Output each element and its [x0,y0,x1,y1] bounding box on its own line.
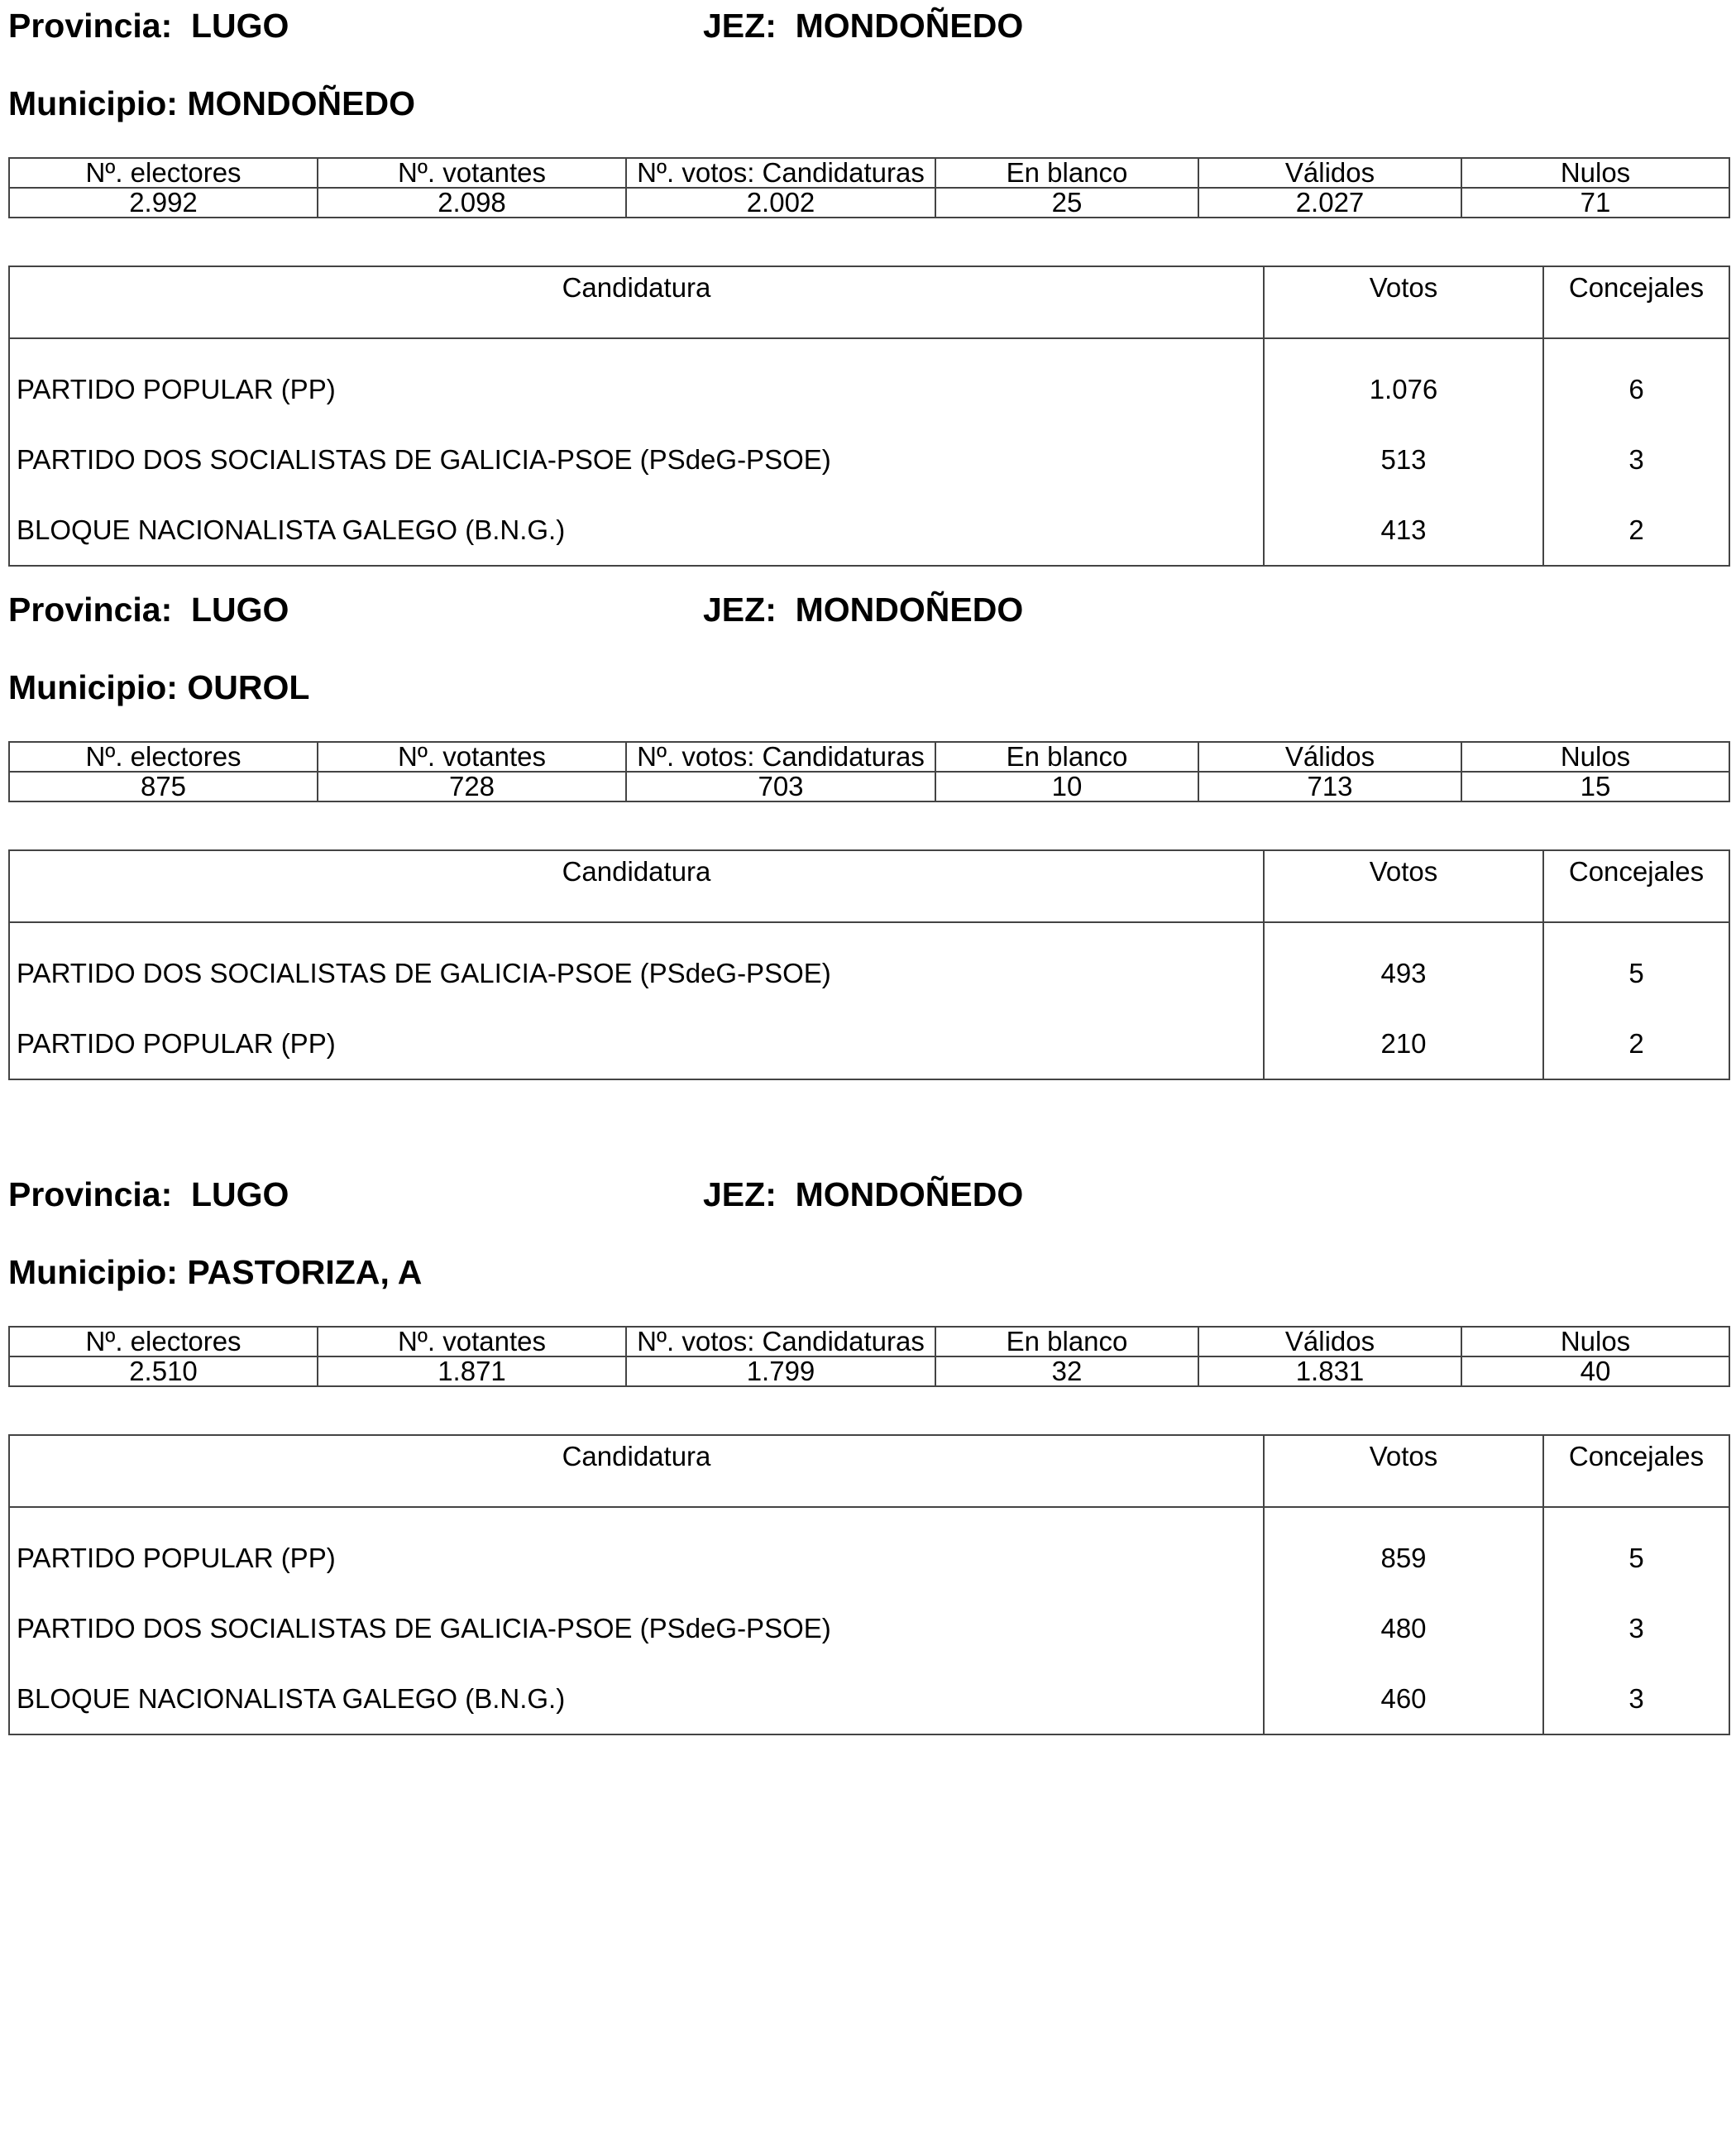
candidaturas-header-row [9,850,1729,922]
header-cell: Nº. votos: Candidaturas [626,742,935,772]
summary-header-row [9,742,1729,772]
header-cell: Candidatura [9,850,1264,922]
votes-value: 1.076 [1264,338,1543,424]
councillors-value: 3 [1543,1663,1729,1734]
party-name: PARTIDO DOS SOCIALISTAS DE GALICIA-PSOE (PSdeG-PSOE) [17,957,831,988]
candidatura-row [9,338,1729,424]
header-cell: Nº. votantes [318,1327,626,1356]
value-cell: 71 [1461,188,1729,218]
header-cell: Nº. votos: Candidaturas [626,1327,935,1356]
header-cell: Candidatura [9,266,1264,338]
votes-value: 480 [1264,1593,1543,1663]
candidatura-row [9,424,1729,495]
candidatura-row [9,1507,1729,1593]
summary-header-row [9,158,1729,188]
candidatura-row [9,495,1729,566]
header-cell: En blanco [935,1327,1198,1356]
summary-value-row [9,188,1729,218]
header-cell: Nulos [1461,742,1729,772]
header-cell: Nº. votos: Candidaturas [626,158,935,188]
candidaturas-table [8,266,1730,567]
councillors-value: 5 [1543,1507,1729,1593]
municipio-title: Municipio: PASTORIZA, A [8,1253,423,1291]
provincia-label: Provincia: LUGO [8,7,289,45]
party-name: PARTIDO DOS SOCIALISTAS DE GALICIA-PSOE (PSdeG-PSOE) [17,1612,831,1643]
candidaturas-table [8,849,1730,1080]
candidaturas-header-row [9,1435,1729,1507]
value-cell: 40 [1461,1356,1729,1386]
header-cell: Nº. electores [9,1327,318,1356]
header-cell: Nulos [1461,1327,1729,1356]
jez-label: JEZ: MONDOÑEDO [703,7,1024,45]
value-cell: 875 [9,772,318,801]
votes-value: 513 [1264,424,1543,495]
value-cell: 32 [935,1356,1198,1386]
value-cell: 703 [626,772,935,801]
party-name: PARTIDO POPULAR (PP) [17,1542,336,1573]
header-cell: En blanco [935,158,1198,188]
summary-table [8,741,1730,802]
summary-table [8,157,1730,218]
votes-value: 493 [1264,922,1543,1008]
value-cell: 1.799 [626,1356,935,1386]
header-cell: Nº. votantes [318,158,626,188]
header-cell: Votos [1264,850,1543,922]
votes-value: 413 [1264,495,1543,566]
candidatura-row [9,1593,1729,1663]
value-cell: 25 [935,188,1198,218]
header-cell: Válidos [1198,158,1461,188]
value-cell: 2.002 [626,188,935,218]
value-cell: 2.098 [318,188,626,218]
header-cell: Nº. votantes [318,742,626,772]
councillors-value: 6 [1543,338,1729,424]
header-cell: Candidatura [9,1435,1264,1507]
councillors-value: 5 [1543,922,1729,1008]
votes-value: 859 [1264,1507,1543,1593]
candidatura-row [9,1008,1729,1079]
value-cell: 2.510 [9,1356,318,1386]
value-cell: 713 [1198,772,1461,801]
value-cell: 15 [1461,772,1729,801]
municipio-title: Municipio: MONDOÑEDO [8,84,415,122]
value-cell: 2.992 [9,188,318,218]
provincia-label: Provincia: LUGO [8,1175,289,1213]
municipio-title: Municipio: OUROL [8,668,310,706]
header-cell: Concejales [1543,850,1729,922]
provincia-label: Provincia: LUGO [8,591,289,629]
value-cell: 1.871 [318,1356,626,1386]
header-cell: En blanco [935,742,1198,772]
party-name: PARTIDO DOS SOCIALISTAS DE GALICIA-PSOE (PSdeG-PSOE) [17,443,831,475]
party-name: BLOQUE NACIONALISTA GALEGO (B.N.G.) [17,1682,566,1714]
party-name: PARTIDO POPULAR (PP) [17,1027,336,1059]
header-cell: Nulos [1461,158,1729,188]
value-cell: 728 [318,772,626,801]
summary-value-row [9,1356,1729,1386]
councillors-value: 2 [1543,495,1729,566]
candidatura-row [9,922,1729,1008]
header-cell: Válidos [1198,742,1461,772]
header-cell: Nº. electores [9,742,318,772]
header-cell: Concejales [1543,1435,1729,1507]
header-cell: Votos [1264,266,1543,338]
header-cell: Votos [1264,1435,1543,1507]
councillors-value: 2 [1543,1008,1729,1079]
jez-label: JEZ: MONDOÑEDO [703,591,1024,629]
summary-header-row [9,1327,1729,1356]
party-name: PARTIDO POPULAR (PP) [17,373,336,404]
value-cell: 2.027 [1198,188,1461,218]
votes-value: 210 [1264,1008,1543,1079]
candidaturas-header-row [9,266,1729,338]
votes-value: 460 [1264,1663,1543,1734]
header-cell: Válidos [1198,1327,1461,1356]
candidatura-row [9,1663,1729,1734]
value-cell: 10 [935,772,1198,801]
value-cell: 1.831 [1198,1356,1461,1386]
summary-table [8,1326,1730,1387]
summary-value-row [9,772,1729,801]
councillors-value: 3 [1543,1593,1729,1663]
jez-label: JEZ: MONDOÑEDO [703,1175,1024,1213]
candidaturas-table [8,1434,1730,1735]
party-name: BLOQUE NACIONALISTA GALEGO (B.N.G.) [17,514,566,545]
header-cell: Concejales [1543,266,1729,338]
councillors-value: 3 [1543,424,1729,495]
header-cell: Nº. electores [9,158,318,188]
